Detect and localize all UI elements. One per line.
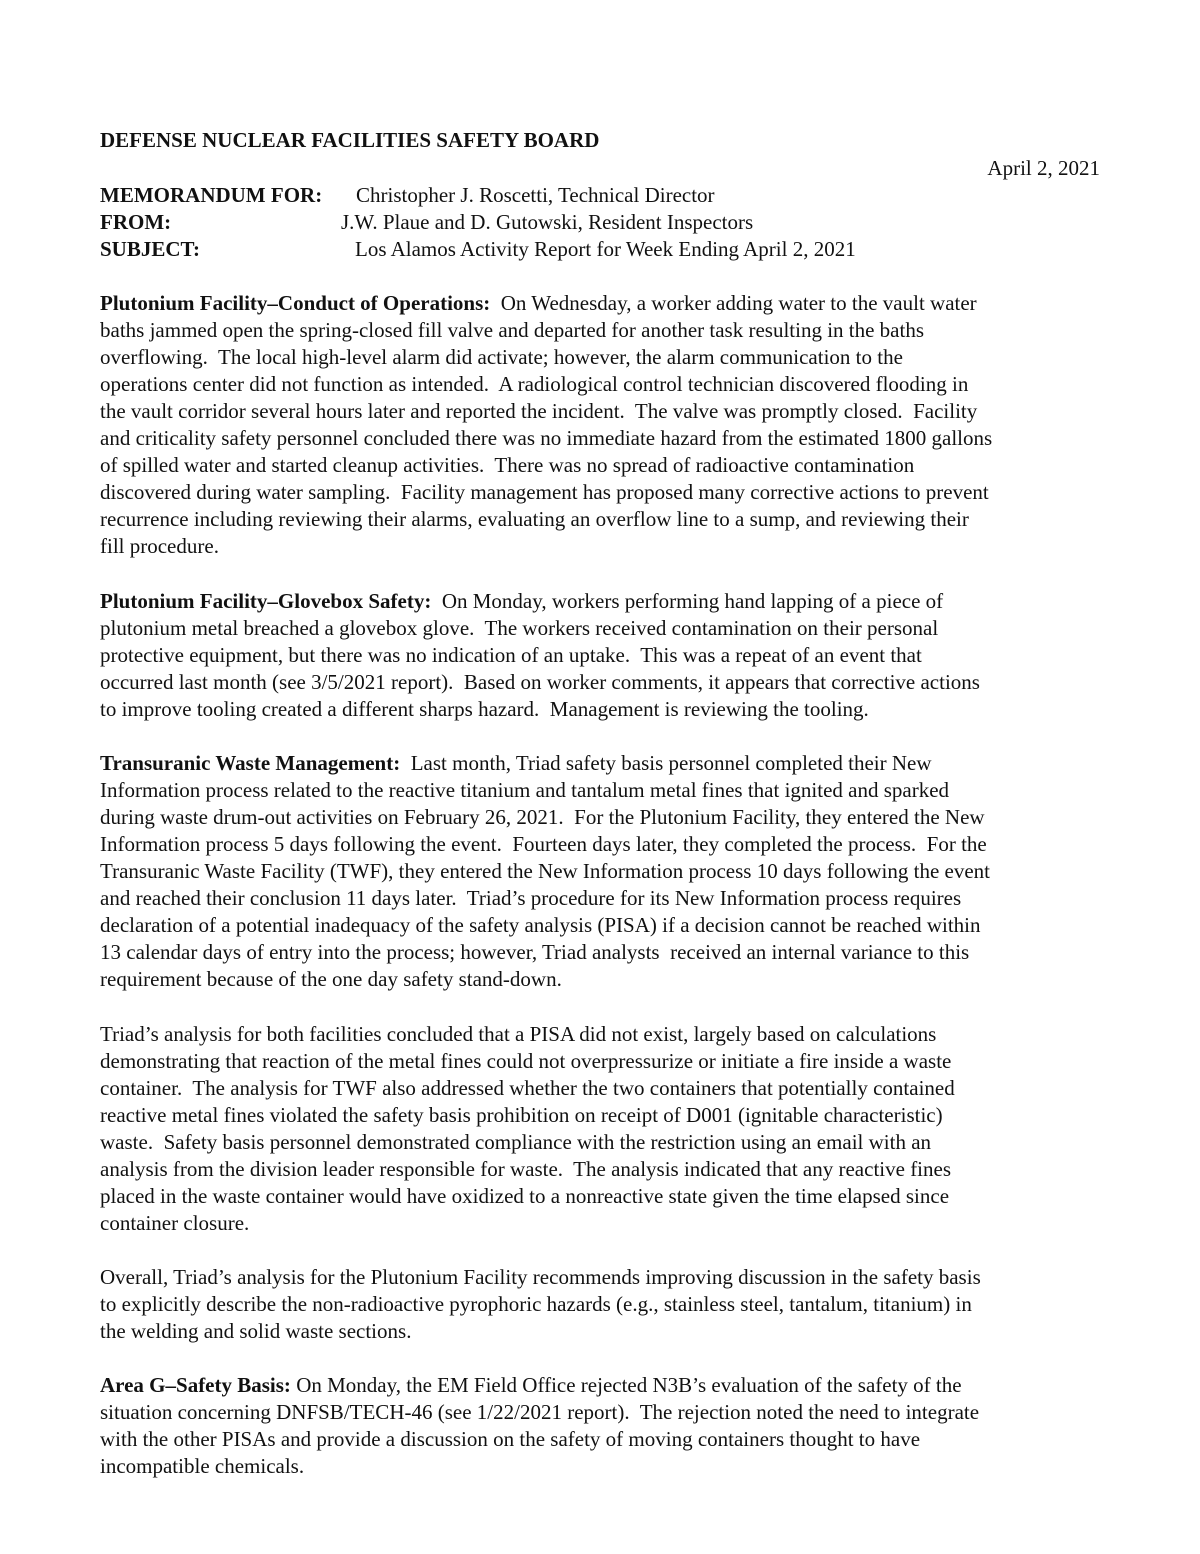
line-text: On Monday, the EM Field Office rejected N3B’s evaluation of the safety of the [290, 1373, 962, 1397]
text-line [100, 858, 990, 885]
text-line [100, 939, 969, 966]
from-value: J.W. Plaue and D. Gutowski, Resident Inspectors [341, 210, 754, 234]
memo-date: April 2, 2021 [987, 156, 1100, 180]
text-line [100, 1399, 979, 1426]
line-text: On Wednesday, a worker adding water to the vault water [490, 291, 977, 315]
subject-value: Los Alamos Activity Report for Week Ending April 2, 2021 [355, 237, 856, 261]
text-line [100, 588, 943, 615]
text-line [100, 533, 219, 560]
line-text: recurrence including reviewing their alarms, evaluating an overflow line to a sump, and reviewing their [100, 507, 969, 531]
text-line [100, 425, 992, 452]
text-line [100, 1291, 972, 1318]
line-text: discovered during water sampling. Facility management has proposed many corrective actions to prevent [100, 480, 989, 504]
subject-label: SUBJECT: [100, 237, 200, 261]
line-text: operations center did not function as intended. A radiological control technician discovered flooding in [100, 372, 969, 396]
line-text: declaration of a potential inadequacy of the safety analysis (PISA) if a decision cannot be reached within [100, 913, 981, 937]
line-text: the vault corridor several hours later and reported the incident. The valve was promptly closed. Facility [100, 399, 978, 423]
line-text: container. The analysis for TWF also addressed whether the two containers that potentially contained [100, 1076, 955, 1100]
line-text: container closure. [100, 1211, 250, 1235]
text-line [100, 398, 977, 425]
line-text: overflowing. The local high-level alarm did activate; however, the alarm communication to the [100, 345, 903, 369]
text-line [100, 831, 987, 858]
text-line [100, 290, 977, 317]
line-text: Information process related to the reactive titanium and tantalum metal fines that ignited and sparked [100, 778, 950, 802]
text-line [100, 506, 969, 533]
text-line [100, 1426, 920, 1453]
section-heading: Area G–Safety Basis: [100, 1373, 291, 1397]
line-text: Triad’s analysis for both facilities concluded that a PISA did not exist, largely based on calculations [100, 1022, 937, 1046]
text-line [100, 1210, 249, 1237]
line-text: during waste drum-out activities on February 26, 2021. For the Plutonium Facility, they entered the New [100, 805, 985, 829]
section-heading: Plutonium Facility–Glovebox Safety: [100, 589, 432, 613]
line-text: to explicitly describe the non-radioactive pyrophoric hazards (e.g., stainless steel, tantalum, titanium) in [100, 1292, 972, 1316]
line-text: Last month, Triad safety basis personnel completed their New [400, 751, 932, 775]
line-text: demonstrating that reaction of the metal fines could not overpressurize or initiate a fire inside a waste [100, 1049, 952, 1073]
line-text: to improve tooling created a different sharps hazard. Management is reviewing the tooling. [100, 697, 869, 721]
line-text: requirement because of the one day safety stand-down. [100, 967, 562, 991]
text-line [100, 642, 922, 669]
line-text: with the other PISAs and provide a discussion on the safety of moving containers thought to have [100, 1427, 921, 1451]
text-line [100, 479, 989, 506]
text-line [100, 1453, 304, 1480]
line-text: situation concerning DNFSB/TECH-46 (see 1/22/2021 report). The rejection noted the need to integrate [100, 1400, 980, 1424]
text-line [100, 804, 985, 831]
line-text: analysis from the division leader responsible for waste. The analysis indicated that any reactive fines [100, 1157, 952, 1181]
text-line [100, 1102, 943, 1129]
line-text: Transuranic Waste Facility (TWF), they entered the New Information process 10 days following the event [100, 859, 990, 883]
text-line [100, 1021, 936, 1048]
line-text: reactive metal fines violated the safety basis prohibition on receipt of D001 (ignitable characteristic) [100, 1103, 943, 1127]
section-heading: Plutonium Facility–Conduct of Operations: [100, 291, 491, 315]
line-text: incompatible chemicals. [100, 1454, 305, 1478]
memo-for-value: Christopher J. Roscetti, Technical Director [356, 183, 715, 207]
line-text: placed in the waste container would have oxidized to a nonreactive state given the time elapsed since [100, 1184, 950, 1208]
text-line [100, 344, 903, 371]
text-line [100, 777, 949, 804]
line-text: of spilled water and started cleanup activities. There was no spread of radioactive contamination [100, 453, 915, 477]
text-line [100, 615, 938, 642]
line-text: On Monday, workers performing hand lapping of a piece of [431, 589, 944, 613]
line-text: fill procedure. [100, 534, 219, 558]
text-line [100, 1372, 962, 1399]
line-text: and criticality safety personnel concluded there was no immediate hazard from the estimated 1800 gallons [100, 426, 993, 450]
line-text: and reached their conclusion 11 days later. Triad’s procedure for its New Information process requires [100, 886, 962, 910]
line-text: the welding and solid waste sections. [100, 1319, 412, 1343]
text-line [100, 452, 914, 479]
line-text: Overall, Triad’s analysis for the Plutonium Facility recommends improving discussion in the safety basis [100, 1265, 981, 1289]
line-text: occurred last month (see 3/5/2021 report). Based on worker comments, it appears that corrective actions [100, 670, 980, 694]
memo-for-label: MEMORANDUM FOR: [100, 183, 323, 207]
text-line [100, 1048, 951, 1075]
from-label: FROM: [100, 210, 172, 234]
text-line [100, 750, 932, 777]
text-line [100, 1156, 951, 1183]
text-line [100, 1075, 955, 1102]
line-text: baths jammed open the spring-closed fill valve and departed for another task resulting in the baths [100, 318, 925, 342]
text-line [100, 696, 869, 723]
line-text: plutonium metal breached a glovebox glove. The workers received contamination on their personal [100, 616, 939, 640]
text-line [100, 1183, 949, 1210]
line-text: protective equipment, but there was no indication of an uptake. This was a repeat of an event that [100, 643, 922, 667]
text-line [100, 1318, 411, 1345]
text-line [100, 317, 924, 344]
line-text: Information process 5 days following the event. Fourteen days later, they completed the process. For the [100, 832, 987, 856]
text-line [100, 1264, 981, 1291]
section-heading: Transuranic Waste Management: [100, 751, 401, 775]
line-text: waste. Safety basis personnel demonstrated compliance with the restriction using an email with an [100, 1130, 932, 1154]
text-line [100, 669, 980, 696]
text-line [100, 966, 562, 993]
text-line [100, 885, 961, 912]
text-line [100, 371, 968, 398]
text-line [100, 912, 981, 939]
text-line [100, 1129, 931, 1156]
line-text: 13 calendar days of entry into the process; however, Triad analysts received an internal variance to this [100, 940, 970, 964]
organization-title: DEFENSE NUCLEAR FACILITIES SAFETY BOARD [100, 128, 600, 152]
